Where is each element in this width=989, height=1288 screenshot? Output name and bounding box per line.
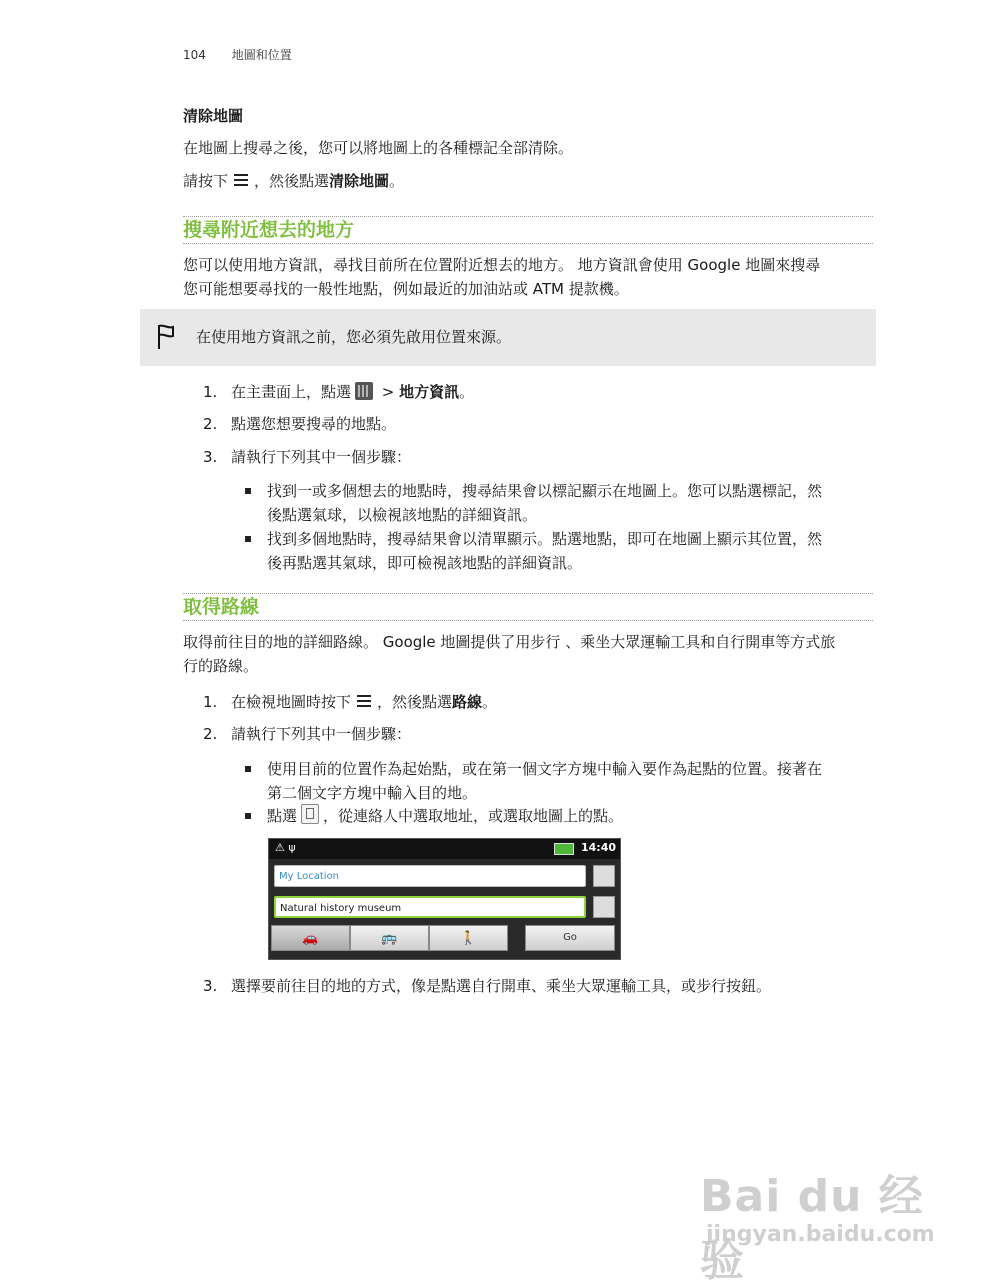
note-text: 在使用地方資訊之前，您必須先啟用位置來源。	[196, 328, 512, 346]
walk-mode-button[interactable]: 🚶	[429, 925, 508, 951]
places-bullet-2: 找到多個地點時，搜尋結果會以清單顯示。點選地點，即可在地圖上顯示其位置，然 後再點選其氣球，即可檢視該地點的詳細資訊。	[245, 527, 870, 575]
menu-icon	[355, 692, 373, 710]
battery-icon	[554, 843, 574, 855]
places-para-line2: 您可能想要尋找的一般性地點，例如最近的加油站或 ATM 提款機。	[183, 280, 629, 298]
transit-mode-button[interactable]: 🚌	[350, 925, 429, 951]
from-contact-button[interactable]	[593, 865, 615, 887]
directions-step-3: 3. 選擇要前往目的地的方式，像是點選自行開車、乘坐大眾運輸工具，或步行按鈕。	[203, 977, 772, 995]
status-time: 14:40	[580, 841, 616, 854]
menu-icon	[232, 171, 250, 189]
places-step-2: 2. 點選您想要搜尋的地點。	[203, 415, 397, 433]
clear-map-instruction: 請按下 ，然後點選清除地圖。	[183, 172, 405, 190]
directions-step-1: 1. 在檢視地圖時按下 ，然後點選路線。	[203, 693, 498, 711]
directions-bullet-2: 點選 ，從連絡人中選取地址，或選取地圖上的點。	[245, 804, 870, 828]
go-button[interactable]: Go	[525, 925, 615, 951]
bullet-marker	[245, 488, 251, 494]
watermark-logo: Bai du 经验	[700, 1171, 924, 1286]
status-icons: ⚠ ψ	[275, 841, 296, 854]
all-apps-icon	[355, 382, 373, 400]
contact-icon	[301, 804, 319, 824]
watermark-url: jingyan.baidu.com	[706, 1222, 935, 1247]
bullet-marker	[245, 813, 251, 819]
travel-mode-group	[271, 925, 508, 951]
bullet-marker	[245, 766, 251, 772]
section-title-directions: 取得路線	[183, 593, 873, 621]
clear-map-heading: 清除地圖	[183, 107, 244, 125]
places-step-3: 3. 請執行下列其中一個步驟：	[203, 448, 412, 466]
watermark	[700, 1130, 940, 1286]
directions-para-line2: 行的路線。	[183, 657, 259, 675]
places-bullet-1: 找到一或多個想去的地點時，搜尋結果會以標記顯示在地圖上。您可以點選標記，然 後點選氣球，以檢視該地點的詳細資訊。	[245, 479, 870, 527]
chapter-title: 地圖和位置	[231, 48, 292, 62]
bullet-marker	[245, 536, 251, 542]
directions-bullet-1: 使用目前的位置作為起始點，或在第一個文字方塊中輸入要作為起點的位置。接著在 第二個文字方塊中輸入目的地。	[245, 757, 870, 805]
phone-screenshot	[268, 838, 621, 960]
note-box	[140, 309, 876, 366]
page-number: 104	[183, 48, 206, 62]
car-mode-button[interactable]: 🚗	[271, 925, 350, 951]
to-input[interactable]: Natural history museum	[274, 896, 586, 918]
flag-icon	[156, 323, 176, 351]
status-bar	[269, 839, 620, 859]
directions-step-2: 2. 請執行下列其中一個步驟：	[203, 725, 412, 743]
places-step-1: 1. 在主畫面上，點選 > 地方資訊。	[203, 383, 475, 401]
from-input[interactable]: My Location	[274, 865, 586, 887]
directions-para-line1: 取得前往目的地的詳細路線。 Google 地圖提供了用步行 、乘坐大眾運輸工具和自行開車等方式旅	[183, 633, 836, 651]
places-para-line1: 您可以使用地方資訊，尋找目前所在位置附近想去的地方。 地方資訊會使用 Google 地圖來搜尋	[183, 256, 821, 274]
section-title-places: 搜尋附近想去的地方	[183, 216, 873, 244]
to-contact-button[interactable]	[593, 896, 615, 918]
clear-map-desc: 在地圖上搜尋之後，您可以將地圖上的各種標記全部清除。	[183, 139, 574, 157]
page-header	[183, 46, 292, 63]
